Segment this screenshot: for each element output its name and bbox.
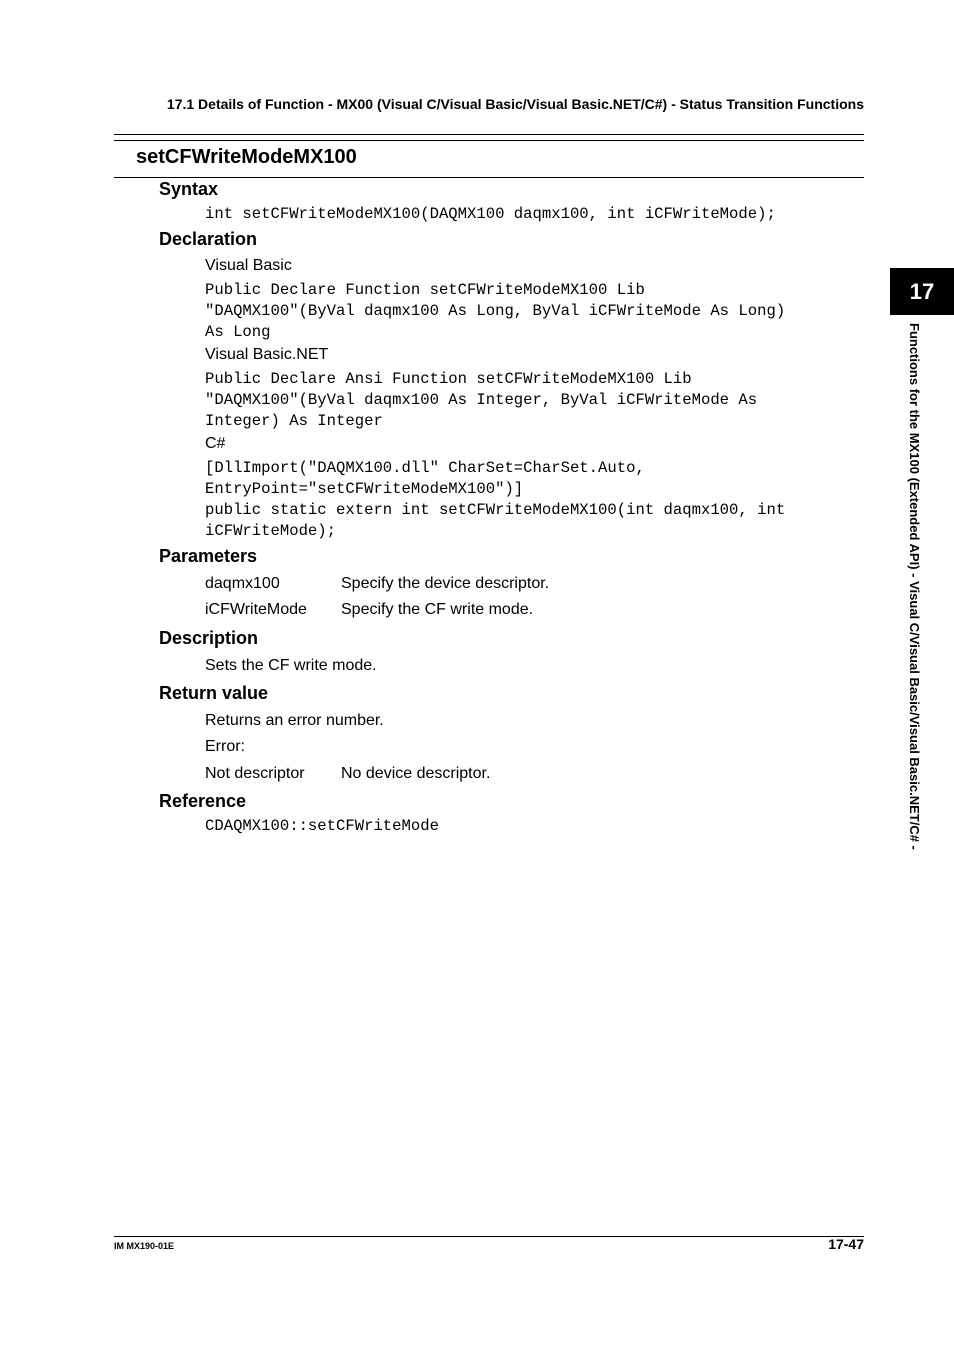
running-title: 17.1 Details of Function - MX00 (Visual C/Visual Basic/Visual Basic.NET/C#) - Status Transition Functions <box>166 96 864 112</box>
param-desc: Specify the CF write mode. <box>341 601 534 618</box>
error-desc: No device descriptor. <box>341 765 491 782</box>
return-value-text: Returns an error number. <box>205 712 384 729</box>
error-label: Error: <box>205 738 245 755</box>
vb-label: Visual Basic <box>205 257 292 274</box>
description-heading: Description <box>159 628 259 648</box>
description-text: Sets the CF write mode. <box>205 657 377 674</box>
param-name: iCFWriteMode <box>205 601 307 618</box>
reference-heading: Reference <box>159 791 247 811</box>
chapter-side-title: Functions for the MX100 (Extended API) - Visual C/Visual Basic/Visual Basic.NET/C# - <box>907 323 922 850</box>
chapter-tab: 17 <box>890 268 954 315</box>
parameters-heading: Parameters <box>159 546 258 566</box>
syntax-heading: Syntax <box>159 179 219 199</box>
vbnet-label: Visual Basic.NET <box>205 346 329 363</box>
page-number: 17-47 <box>828 1236 864 1252</box>
vb-code: Public Declare Function setCFWriteModeMX100 Lib "DAQMX100"(ByVal daqmx100 As Long, ByVal iCFWriteMode As Long) As Long <box>205 281 786 341</box>
header-rule-top <box>114 134 864 135</box>
declaration-heading: Declaration <box>159 229 258 249</box>
vbnet-code: Public Declare Ansi Function setCFWriteModeMX100 Lib "DAQMX100"(ByVal daqmx100 As Integer, ByVal iCFWriteMode As Integer) As Integer <box>205 370 758 430</box>
header-rule-bottom <box>114 140 864 141</box>
param-name: daqmx100 <box>205 575 280 592</box>
cs-label: C# <box>205 435 226 452</box>
error-name: Not descriptor <box>205 765 305 782</box>
title-rule <box>114 177 864 178</box>
document-id: IM MX190-01E <box>114 1241 175 1251</box>
cs-code: [DllImport("DAQMX100.dll" CharSet=CharSet.Auto, EntryPoint="setCFWriteModeMX100")] public static extern int setCFWriteModeMX100(int daqmx100, int iCFWriteMode); <box>205 459 786 540</box>
param-desc: Specify the device descriptor. <box>341 575 550 592</box>
function-title: setCFWriteModeMX100 <box>136 146 357 168</box>
reference-code: CDAQMX100::setCFWriteMode <box>205 817 439 835</box>
footer-rule <box>114 1236 864 1237</box>
return-value-heading: Return value <box>159 683 269 703</box>
syntax-code: int setCFWriteModeMX100(DAQMX100 daqmx100, int iCFWriteMode); <box>205 205 776 223</box>
